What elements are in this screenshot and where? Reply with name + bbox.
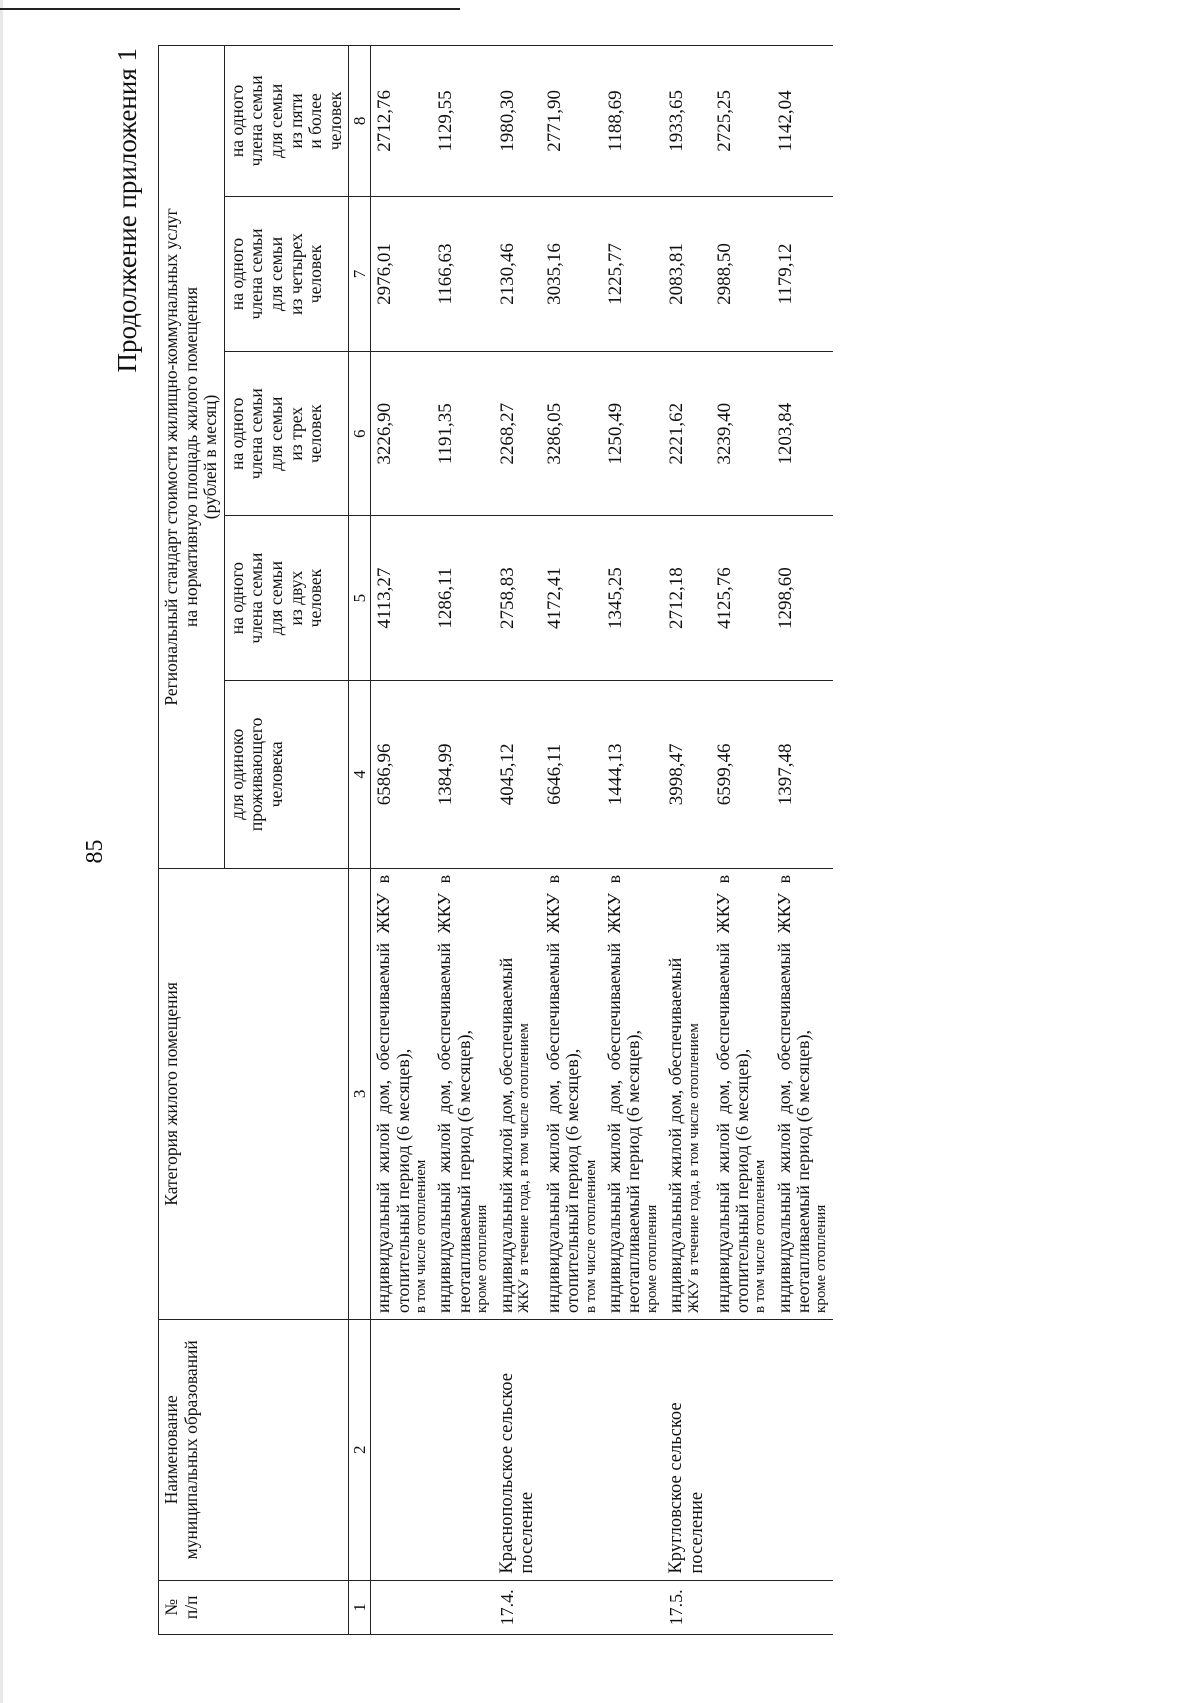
category-text: индивидуальный жилой дом, обеспечиваемый ЖКУ в отопительный период (6 месяцев), <box>542 874 583 1313</box>
cost-value: 3239,40 <box>711 352 772 516</box>
header-category <box>159 868 349 1319</box>
category-text: индивидуальный жилой дом, обеспечиваемый ЖКУ в отопительный период (6 месяцев), <box>712 874 752 1313</box>
header-family-2 <box>224 516 349 680</box>
municipality-name <box>541 1319 602 1580</box>
category-text: индивидуальный жилой дом, обеспечиваемый ЖКУ в неотапливаемый период (6 месяцев), <box>604 874 644 1313</box>
header-group-text: Региональный стандарт стоимости жилищно-коммунальных услуг на нормативную площадь жилого помещения (рублей в месяц) <box>161 208 221 706</box>
column-number: 4 <box>349 680 371 868</box>
cost-value: 3998,47 <box>663 680 710 868</box>
cost-value: 1191,35 <box>432 352 493 516</box>
cost-value: 2130,46 <box>494 196 541 351</box>
header-family-2-text: на одного члена семьи для семьи из двух человек <box>226 552 326 644</box>
category-text: индивидуальный жилой дом, обеспечиваемый ЖКУ в неотапливаемый период (6 месяцев), <box>773 874 813 1313</box>
cost-value: 2725,25 <box>711 46 772 197</box>
header-municipality-text: Наименование муниципальных образований <box>161 1340 201 1560</box>
cost-value: 6646,11 <box>541 680 602 868</box>
cost-value: 2976,01 <box>371 196 433 351</box>
column-number: 7 <box>349 196 371 351</box>
column-number: 6 <box>349 352 371 516</box>
cost-value: 4045,12 <box>494 680 541 868</box>
table-row <box>371 46 433 1635</box>
cost-value: 3035,16 <box>541 196 602 351</box>
row-number <box>432 1580 493 1634</box>
cost-value: 1225,77 <box>602 196 663 351</box>
table-row <box>602 46 663 1635</box>
cost-value: 4113,27 <box>371 516 433 680</box>
municipality-name <box>371 1319 433 1580</box>
cost-value: 1384,99 <box>432 680 493 868</box>
municipality-name <box>432 1319 493 1580</box>
header-family-5 <box>224 46 349 197</box>
housing-category <box>494 868 541 1319</box>
column-number: 3 <box>349 868 371 1319</box>
header-single <box>224 680 349 868</box>
cost-value: 1188,69 <box>602 46 663 197</box>
header-single-text: для одиноко проживающего человека <box>226 717 286 832</box>
row-number: 17.4. <box>494 1580 541 1634</box>
category-note: ЖКУ в течение года, в том числе отоплением <box>515 1023 532 1313</box>
category-note: кроме отопления <box>643 1204 660 1313</box>
table-row <box>772 46 833 1635</box>
header-family-4-text: на одного члена семьи для семьи из четырех человек <box>226 228 326 320</box>
cost-value: 1129,55 <box>432 46 493 197</box>
category-text: индивидуальный жилой дом, обеспечиваемый ЖКУ в неотапливаемый период (6 месяцев), <box>434 874 474 1313</box>
header-municipality <box>159 1319 349 1580</box>
cost-value: 1179,12 <box>772 196 833 351</box>
cost-value: 1298,60 <box>772 516 833 680</box>
cost-value: 2758,83 <box>494 516 541 680</box>
cost-value: 1250,49 <box>602 352 663 516</box>
row-number <box>772 1580 833 1634</box>
column-number: 8 <box>349 46 371 197</box>
row-number: 17.5. <box>663 1580 710 1634</box>
municipality-name <box>602 1319 663 1580</box>
cost-value: 1142,04 <box>772 46 833 197</box>
continuation-title: Продолжение приложения 1 <box>112 48 142 373</box>
table-row <box>541 46 602 1635</box>
row-number <box>711 1580 772 1634</box>
housing-category <box>772 868 833 1319</box>
cost-value: 6599,46 <box>711 680 772 868</box>
cost-value: 2712,76 <box>371 46 433 197</box>
municipality-name <box>772 1319 833 1580</box>
cost-value: 1166,63 <box>432 196 493 351</box>
cost-value: 1397,48 <box>772 680 833 868</box>
category-text: индивидуальный жилой дом, обеспечиваемый ЖКУ в отопительный период (6 месяцев), <box>373 874 413 1313</box>
header-num-text: № п/п <box>161 1595 201 1620</box>
cost-value: 4125,76 <box>711 516 772 680</box>
category-note: кроме отопления <box>813 1204 830 1313</box>
housing-category <box>663 868 710 1319</box>
header-group <box>159 46 225 869</box>
cost-value: 2268,27 <box>494 352 541 516</box>
header-family-4 <box>224 196 349 351</box>
cost-value: 3286,05 <box>541 352 602 516</box>
column-number: 5 <box>349 516 371 680</box>
housing-category <box>371 868 433 1319</box>
cost-value: 4172,41 <box>541 516 602 680</box>
row-number <box>371 1580 433 1634</box>
row-number <box>541 1580 602 1634</box>
cost-value: 1980,30 <box>494 46 541 197</box>
cost-value: 2988,50 <box>711 196 772 351</box>
table-row <box>494 46 541 1635</box>
category-note: ЖКУ в течение года, в том числе отоплением <box>685 1023 702 1313</box>
housing-category <box>711 868 772 1319</box>
category-note: в том числе отоплением <box>582 1159 599 1313</box>
table-row <box>663 46 710 1635</box>
municipality-name: Краснопольское сельское поселение <box>494 1319 541 1580</box>
category-text: индивидуальный жилой дом, обеспечиваемый <box>665 957 686 1313</box>
housing-category <box>432 868 493 1319</box>
page-number: 85 <box>82 839 108 864</box>
header-family-3-text: на одного члена семьи для семьи из трех человек <box>226 388 326 480</box>
cost-value: 3226,90 <box>371 352 433 516</box>
category-text: индивидуальный жилой дом, обеспечиваемый <box>495 957 516 1313</box>
cost-value: 2712,18 <box>663 516 710 680</box>
row-number <box>602 1580 663 1634</box>
cost-value: 2771,90 <box>541 46 602 197</box>
cost-value: 6586,96 <box>371 680 433 868</box>
cost-value: 1203,84 <box>772 352 833 516</box>
cost-value: 2083,81 <box>663 196 710 351</box>
cost-value: 1444,13 <box>602 680 663 868</box>
category-note: в том числе отоплением <box>752 1159 769 1313</box>
column-number: 1 <box>349 1580 371 1634</box>
category-note: кроме отопления <box>474 1204 491 1313</box>
header-family-5-text: на одного члена семьи для семьи из пяти и более человек <box>226 75 345 167</box>
header-family-3 <box>224 352 349 516</box>
header-category-text: Категория жилого помещения <box>161 982 181 1206</box>
category-note: в том числе отоплением <box>413 1159 430 1313</box>
table-row <box>711 46 772 1635</box>
cost-value: 1286,11 <box>432 516 493 680</box>
cost-value: 1345,25 <box>602 516 663 680</box>
table-row <box>432 46 493 1635</box>
cost-value: 2221,62 <box>663 352 710 516</box>
municipality-name <box>711 1319 772 1580</box>
housing-category <box>602 868 663 1319</box>
column-number: 2 <box>349 1319 371 1580</box>
standard-cost-table <box>158 45 833 1635</box>
municipality-name: Кругловское сельское поселение <box>663 1319 710 1580</box>
header-num <box>159 1580 349 1634</box>
cost-value: 1933,65 <box>663 46 710 197</box>
housing-category <box>541 868 602 1319</box>
